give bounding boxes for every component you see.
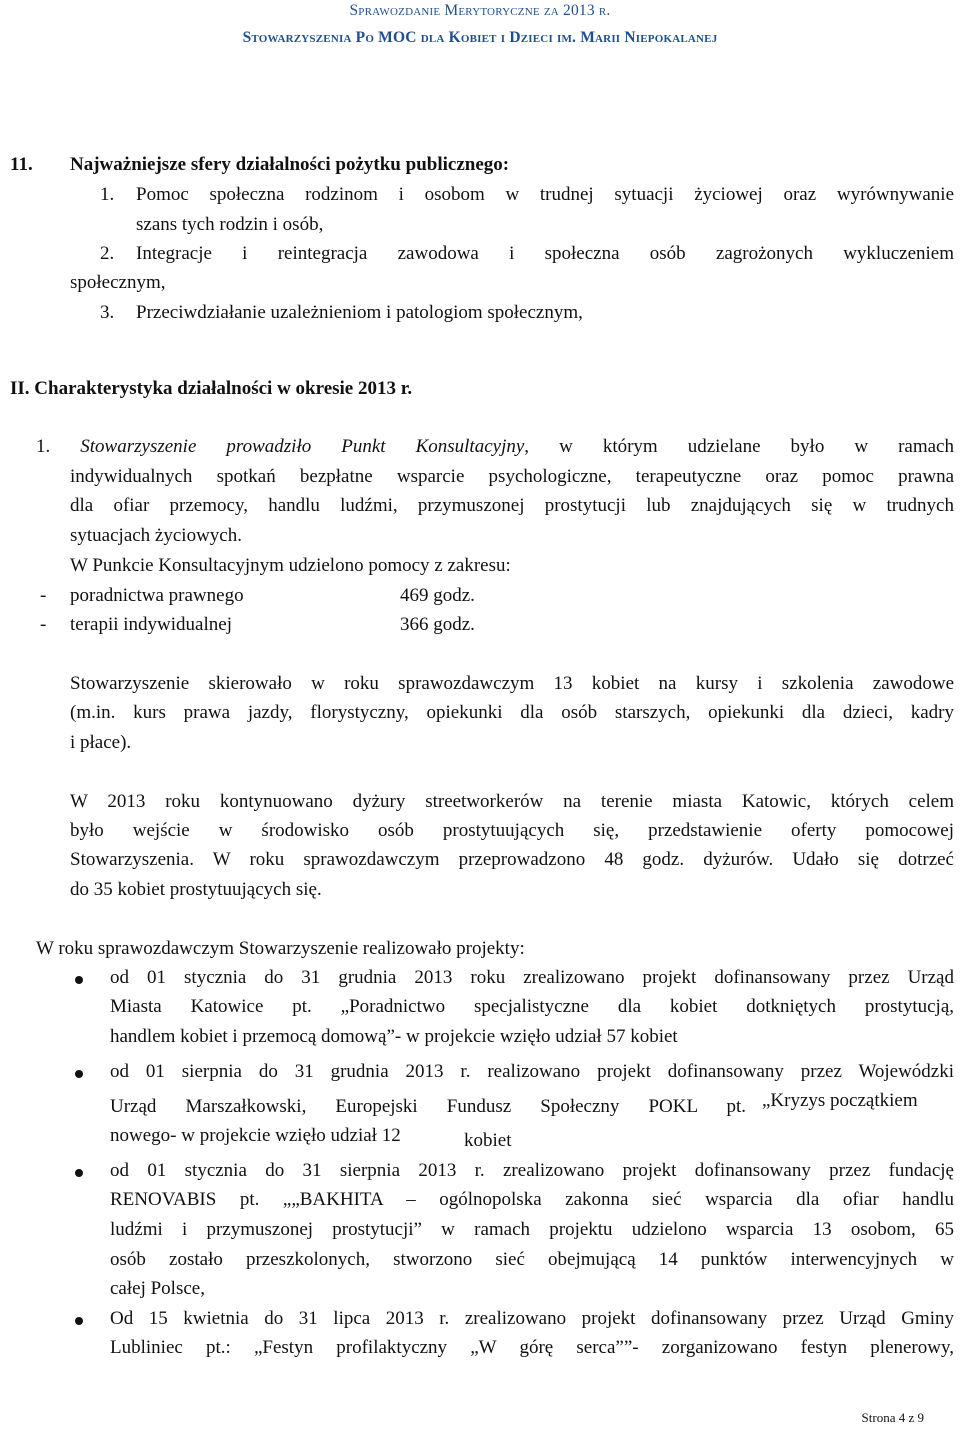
project-1-line-1: od 01 stycznia do 31 grudnia 2013 roku zrealizowano projekt dofinansowany przez Urząd (110, 967, 954, 988)
document-header-organization: Stowarzyszenia Po MOC dla Kobiet i Dzieci im. Marii Niepokalanej (242, 29, 718, 46)
project-3-line-4: osób zostało przeszkolonych, stworzono sieć obejmującą 14 punktów interwencyjnych w (110, 1249, 954, 1270)
project-4-line-2: Lubliniec pt.: „Festyn profilaktyczny „W górę serca””- zorganizowano festyn plenerowy, (110, 1337, 954, 1358)
bullet-icon (75, 1070, 83, 1078)
scope-row-1-label: poradnictwa prawnego (70, 585, 244, 606)
punkt-scope-intro: W Punkcie Konsultacyjnym udzielono pomocy z zakresu: (70, 555, 511, 576)
project-2-line-2: Urząd Marszałkowski, Europejski Fundusz Społeczny POKL pt. (110, 1096, 746, 1117)
punkt-paragraph-line-2: indywidualnych spotkań bezpłatne wsparcie psychologiczne, terapeutyczne oraz pomoc prawna (70, 466, 954, 487)
streetwork-paragraph-line-4: do 35 kobiet prostytuujących się. (70, 879, 322, 900)
kursy-paragraph-line-2: (m.in. kurs prawa jazdy, florystyczny, opiekunki dla osób starszych, opiekunki dla dzieci, kadry (70, 702, 954, 723)
sphere-1-text-cont: szans tych rodzin i osób, (136, 214, 324, 235)
streetwork-paragraph-line-1: W 2013 roku kontynuowano dyżury streetworkerów na terenie miasta Katowic, których celem (70, 791, 954, 812)
project-2-line-3-end: kobiet (464, 1130, 512, 1151)
bullet-icon (75, 976, 83, 984)
project-3-line-5: całej Polsce, (110, 1278, 205, 1299)
project-3-line-3: ludźmi i przymuszonej prostytucji” w ramach projektu udzielono wsparcia 13 osobom, 65 (110, 1219, 954, 1240)
sphere-1-number: 1. (100, 184, 115, 205)
kursy-paragraph-line-3: i płace). (70, 732, 132, 753)
page-number: Strona 4 z 9 (861, 1410, 924, 1425)
punkt-number: 1. (36, 436, 51, 457)
project-2-line-3: nowego- w projekcie wzięło udział 12 (110, 1125, 401, 1146)
sphere-1-text: Pomoc społeczna rodzinom i osobom w trudnej sytuacji życiowej oraz wyrównywanie (136, 184, 954, 205)
sphere-3-text: Przeciwdziałanie uzależnieniom i patologiom społecznym, (136, 302, 583, 323)
document-header-title: Sprawozdanie Merytoryczne za 2013 r. (349, 2, 611, 19)
sphere-2-number: 2. (100, 243, 115, 264)
scope-row-2-label: terapii indywidualnej (70, 614, 232, 635)
punkt-italic-lead: Stowarzyszenie prowadziło Punkt Konsultacyjny (80, 436, 525, 457)
project-3-line-1: od 01 stycznia do 31 sierpnia 2013 r. zrealizowano projekt dofinansowany przez fundację (110, 1160, 954, 1181)
punkt-paragraph-line-3: dla ofiar przemocy, handlu ludźmi, przymuszonej prostytucji lub znajdujących się w trudnych (70, 495, 954, 516)
project-1-line-3: handlem kobiet i przemocą domową”- w projekcie wzięło udział 57 kobiet (110, 1026, 678, 1047)
streetwork-paragraph-line-2: było wejście w środowisko osób prostytuujących się, przedstawienie oferty pomocowej (70, 820, 954, 841)
sphere-2-text: Integracje i reintegracja zawodowa i społeczna osób zagrożonych wykluczeniem (136, 243, 954, 264)
punkt-paragraph-line-4: sytuacjach życiowych. (70, 525, 242, 546)
punkt-line-1-rest: , w którym udzielane było w ramach (524, 436, 954, 457)
section-11-number: 11. (10, 154, 33, 175)
streetwork-paragraph-line-3: Stowarzyszenia. W roku sprawozdawczym przeprowadzono 48 godz. dyżurów. Udało się dotrzeć (70, 849, 954, 870)
bullet-icon (75, 1317, 83, 1325)
scope-row-2-dash: - (40, 614, 47, 635)
kursy-paragraph-line-1: Stowarzyszenie skierowało w roku sprawozdawczym 13 kobiet na kursy i szkolenia zawodowe (70, 673, 954, 694)
scope-row-1-dash: - (40, 585, 47, 606)
scope-row-2-value: 366 godz. (400, 614, 475, 635)
projects-intro: W roku sprawozdawczym Stowarzyszenie realizowało projekty: (36, 938, 525, 959)
punkt-paragraph-line-1 (36, 436, 954, 458)
project-4-line-1: Od 15 kwietnia do 31 lipca 2013 r. zrealizowano projekt dofinansowany przez Urząd Gminy (110, 1308, 954, 1329)
sphere-3-number: 3. (100, 302, 115, 323)
project-2-line-2-title: „Kryzys początkiem (762, 1090, 918, 1111)
project-2-line-1: od 01 sierpnia do 31 grudnia 2013 r. realizowano projekt dofinansowany przez Wojewódzki (110, 1061, 954, 1082)
section-11-title: Najważniejsze sfery działalności pożytku publicznego: (70, 154, 510, 175)
section-ii-title: II. Charakterystyka działalności w okresie 2013 r. (10, 378, 413, 399)
scope-row-1-value: 469 godz. (400, 585, 475, 606)
bullet-icon (75, 1169, 83, 1177)
sphere-2-text-cont: społecznym, (70, 272, 166, 293)
project-1-line-2: Miasta Katowice pt. „Poradnictwo specjalistyczne dla kobiet dotkniętych prostytucją, (110, 996, 954, 1017)
project-3-line-2: RENOVABIS pt. „„BAKHITA – ogólnopolska zakonna sieć wsparcia dla ofiar handlu (110, 1189, 954, 1210)
